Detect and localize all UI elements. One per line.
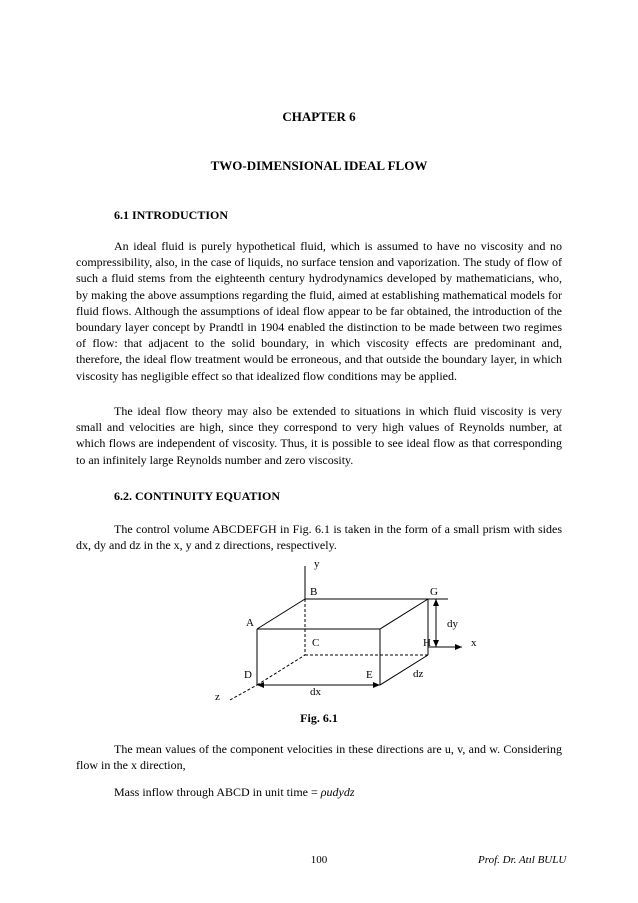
footer-author: Prof. Dr. Atıl BULU [478,854,567,866]
dy-arrowhead-top [433,599,439,606]
label-C: C [312,637,320,649]
label-E: E [366,669,373,681]
label-dx: dx [310,686,321,698]
x-arrowhead [455,644,462,650]
label-dy: dy [447,618,458,630]
continuity-paragraph: The control volume ABCDEFGH in Fig. 6.1 is taken in the form of a small prism with sides dx, dy and dz in the x, y and z directions, respectively. [76,522,562,553]
label-B: B [310,586,318,598]
velocity-paragraph: The mean values of the component velocities in these directions are u, v, and w. Considering flow in the x direction, [76,742,562,773]
mass-inflow-expression: ρudydz [320,785,355,799]
section-heading-continuity: 6.2. CONTINUITY EQUATION [114,489,281,503]
label-z: z [215,691,220,703]
mass-inflow-line [114,785,355,800]
dx-arrowhead-left [257,682,264,688]
page-number: 100 [310,854,328,866]
edge-top-left [257,599,305,629]
mass-inflow-text: Mass inflow through ABCD in unit time [114,785,309,799]
chapter-subtitle: TWO-DIMENSIONAL IDEAL FLOW [210,158,428,173]
figure-caption: Fig. 6.1 [300,711,338,725]
z-axis [230,685,257,700]
section-heading-introduction: 6.1 INTRODUCTION [114,208,229,222]
hidden-edge-depth [257,655,305,685]
dy-arrowhead-bottom [433,640,439,647]
mass-inflow-equals: = [308,785,321,799]
label-dz: dz [413,668,424,680]
chapter-title: CHAPTER 6 [282,109,356,124]
label-y: y [314,558,320,570]
label-A: A [246,617,254,629]
intro-paragraph-2: The ideal flow theory may also be extended to situations in which fluid viscosity is very small and velocities are high, since they correspond to very high values of Reynolds number, at which flows are independent of viscosity. Thus, it is possible to see ideal flow as that corresponding to an infinitely large Reynolds number and zero viscosity. [76,404,562,467]
intro-paragraph-1: An ideal fluid is purely hypothetical fluid, which is assumed to have no viscosity and no compressibility, also, in the case of liquids, no surface tension and vaporization. The study of flow of such a fluid stems from the eighteenth century hydrodynamics developed by mathematicians, who, by making the above assumptions regarding the fluid, aimed at establishing mathematical models for fluid flows. Although the assumptions of ideal flow appear to be far obtained, the introduction of the boundary layer concept by Prandtl in 1904 enabled the distinction to be made between two regimes of flow: that adjacent to the solid boundary, in which viscosity effects are predominant and, therefore, the ideal flow treatment would be erroneous, and that outside the boundary layer, in which viscosity has negligible effect so that idealized flow conditions may be applied. [76,239,562,383]
label-H: H [423,637,431,649]
label-x: x [471,637,477,649]
edge-top-right [380,599,428,629]
dx-arrowhead-right [373,682,380,688]
label-D: D [244,669,252,681]
label-G: G [430,586,438,598]
